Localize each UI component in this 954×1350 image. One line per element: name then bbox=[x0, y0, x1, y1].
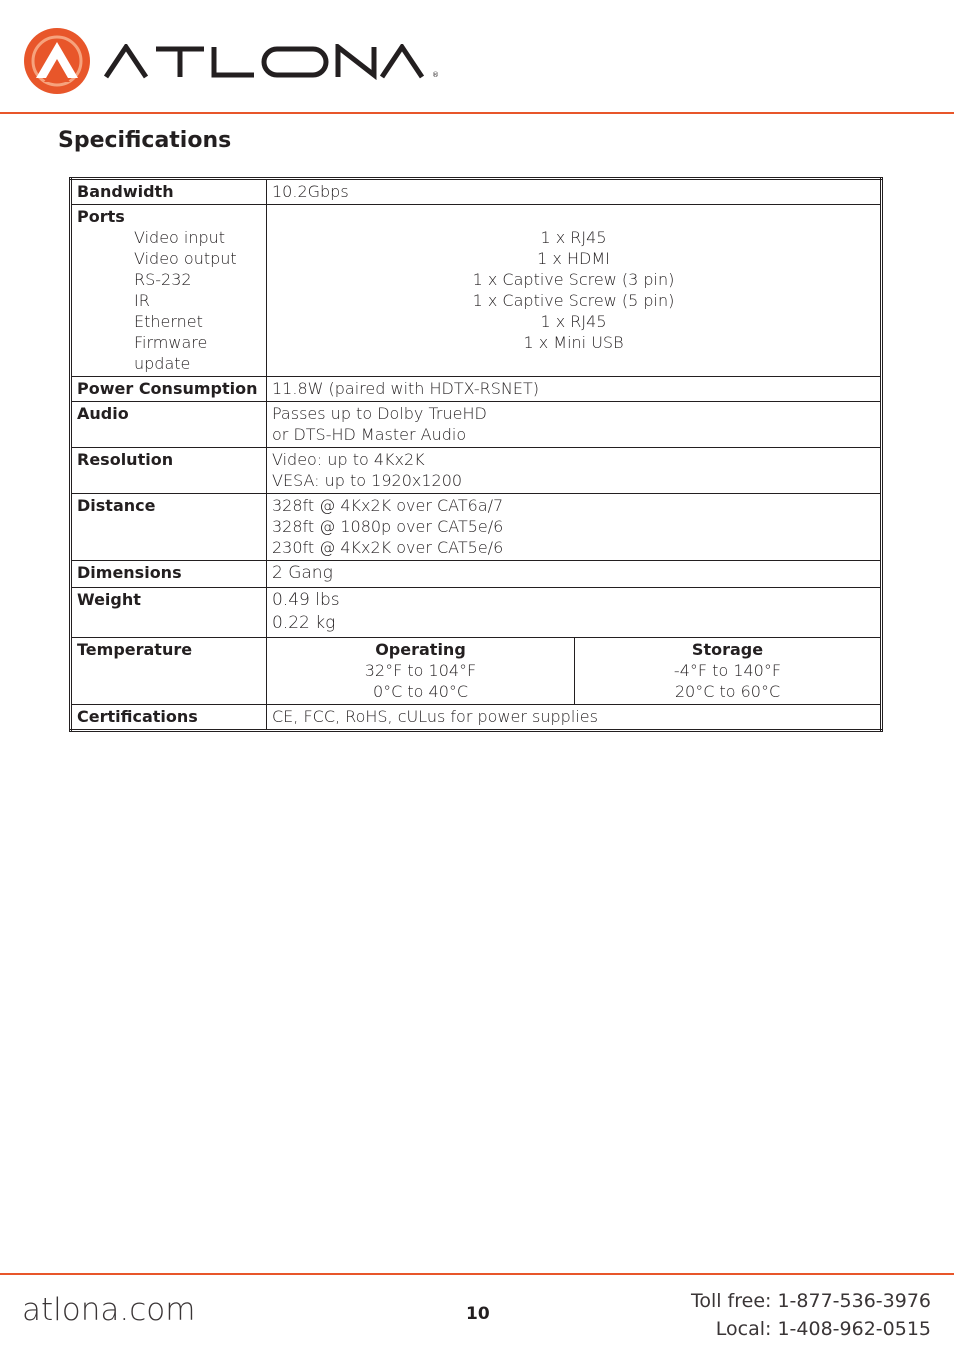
port-name: RS-232 bbox=[134, 270, 192, 289]
port-value: 1 x Mini USB bbox=[523, 333, 624, 352]
svg-text:®: ® bbox=[432, 71, 439, 79]
spec-line: 0.49 lbs bbox=[272, 590, 340, 610]
spec-line: Passes up to Dolby TrueHD bbox=[272, 404, 487, 423]
local-number: Local: 1-408-962-0515 bbox=[715, 1318, 931, 1340]
temperature-operating bbox=[267, 638, 575, 705]
temperature-heading: Operating bbox=[375, 640, 466, 659]
spec-label: Temperature bbox=[71, 638, 267, 705]
footer-divider bbox=[0, 1273, 954, 1275]
table-row bbox=[71, 205, 882, 377]
contact-info bbox=[691, 1287, 931, 1343]
table-row bbox=[71, 402, 882, 448]
website-link[interactable]: atlona.com bbox=[22, 1292, 196, 1328]
port-name: Video output bbox=[134, 249, 237, 268]
spec-line: 328ft @ 4Kx2K over CAT6a/7 bbox=[272, 496, 504, 515]
spec-label-ports bbox=[71, 205, 267, 377]
spec-value: CE, FCC, RoHS, cULus for power supplies bbox=[267, 705, 882, 731]
port-name: Ethernet bbox=[134, 312, 203, 331]
spec-line: -4°F to 140°F bbox=[673, 661, 782, 680]
table-row bbox=[71, 638, 882, 705]
table-row bbox=[71, 179, 882, 205]
port-value: 1 x HDMI bbox=[537, 249, 610, 268]
page-title: Specifications bbox=[58, 128, 232, 153]
spec-label: Distance bbox=[71, 494, 267, 561]
spec-value: 11.8W (paired with HDTX-RSNET) bbox=[267, 377, 882, 402]
spec-value-weight bbox=[267, 588, 882, 638]
spec-label: Power Consumption bbox=[71, 377, 267, 402]
spec-value-audio bbox=[267, 402, 882, 448]
page-number: 10 bbox=[466, 1304, 490, 1324]
temperature-heading: Storage bbox=[691, 640, 764, 659]
spec-line: 20°C to 60°C bbox=[674, 682, 781, 701]
toll-free-number: Toll free: 1-877-536-3976 bbox=[690, 1290, 931, 1312]
spec-label: Resolution bbox=[71, 448, 267, 494]
table-row bbox=[71, 705, 882, 731]
atlona-logo-icon bbox=[22, 26, 92, 96]
spec-line: 32°F to 104°F bbox=[364, 661, 477, 680]
table-row bbox=[71, 588, 882, 638]
spec-line: 0.22 kg bbox=[272, 613, 336, 633]
table-row bbox=[71, 561, 882, 588]
port-name: Video input bbox=[134, 228, 226, 247]
port-name: IR bbox=[134, 291, 150, 310]
spec-label: Ports bbox=[77, 207, 125, 226]
spec-label: Bandwidth bbox=[71, 179, 267, 205]
port-value: 1 x Captive Screw (5 pin) bbox=[472, 291, 675, 310]
port-value: 1 x RJ45 bbox=[540, 228, 607, 247]
temperature-storage bbox=[575, 638, 882, 705]
page-header bbox=[0, 0, 954, 114]
spec-value-resolution bbox=[267, 448, 882, 494]
spec-line: or DTS-HD Master Audio bbox=[272, 425, 467, 444]
table-row bbox=[71, 377, 882, 402]
atlona-wordmark bbox=[104, 44, 444, 80]
spec-line: VESA: up to 1920x1200 bbox=[272, 471, 463, 490]
specifications-table bbox=[69, 177, 883, 732]
port-value: 1 x RJ45 bbox=[540, 312, 607, 331]
header-divider bbox=[0, 112, 954, 114]
spec-value: 10.2Gbps bbox=[267, 179, 882, 205]
table-row bbox=[71, 494, 882, 561]
port-value: 1 x Captive Screw (3 pin) bbox=[472, 270, 675, 289]
spec-label: Certifications bbox=[71, 705, 267, 731]
spec-value-ports bbox=[267, 205, 882, 377]
spec-line: Video: up to 4Kx2K bbox=[272, 450, 425, 469]
spec-label: Audio bbox=[71, 402, 267, 448]
spec-value: 2 Gang bbox=[267, 561, 882, 588]
spec-value-distance bbox=[267, 494, 882, 561]
port-name: Firmware update bbox=[134, 333, 208, 373]
table-row bbox=[71, 448, 882, 494]
spec-line: 328ft @ 1080p over CAT5e/6 bbox=[272, 517, 504, 536]
spec-line: 230ft @ 4Kx2K over CAT5e/6 bbox=[272, 538, 504, 557]
spec-label: Dimensions bbox=[71, 561, 267, 588]
spec-label: Weight bbox=[71, 588, 267, 638]
spec-line: 0°C to 40°C bbox=[372, 682, 469, 701]
